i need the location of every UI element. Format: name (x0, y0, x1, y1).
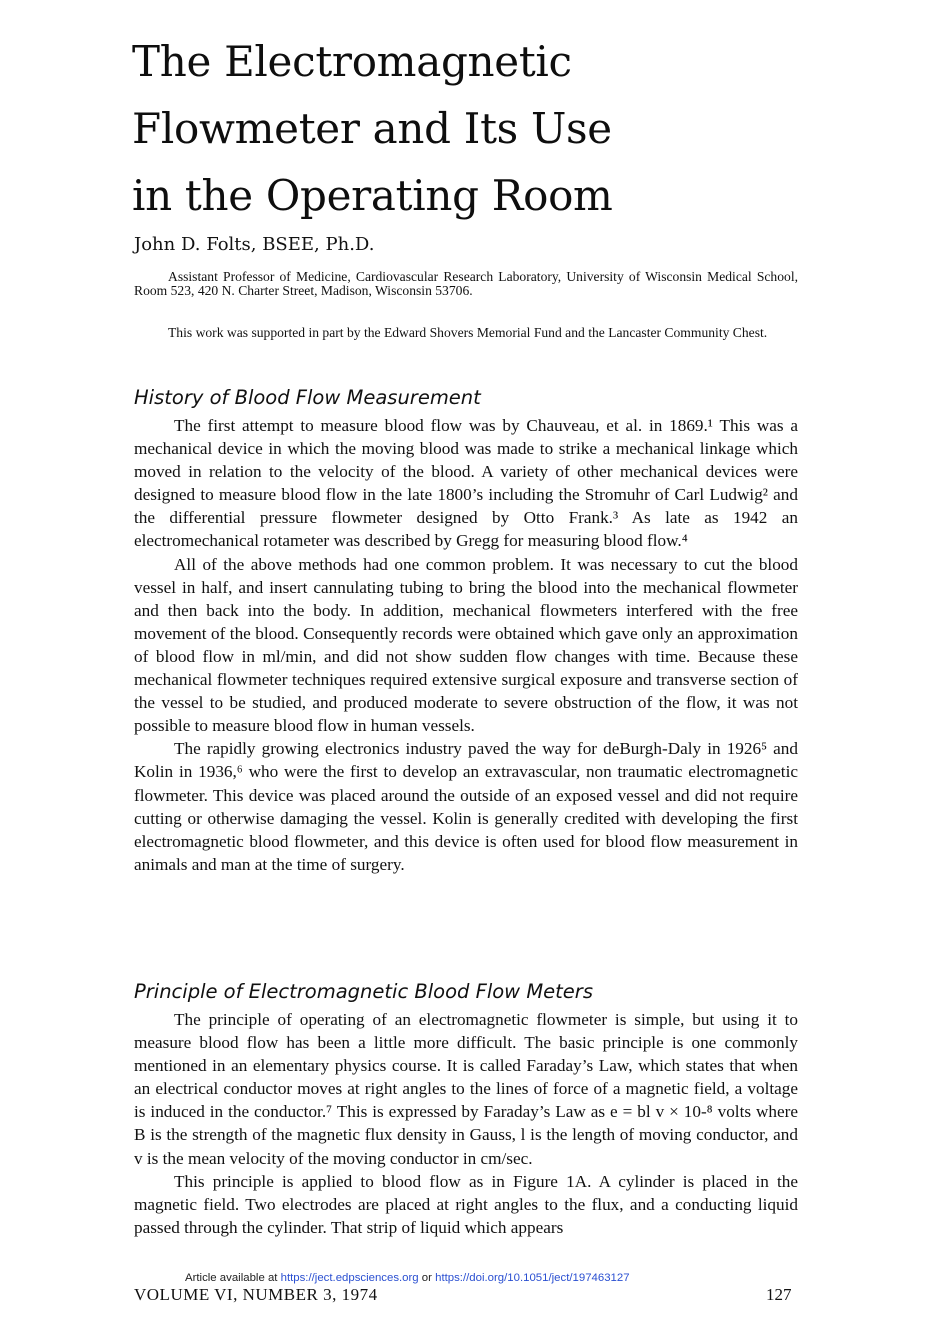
article-title (132, 28, 832, 229)
paragraph: This principle is applied to blood flow as in Figure 1A. A cylinder is placed in the magnetic field. Two electrodes are placed at right angles to the flux, and a conducting liquid passed through the cylinder. That strip of liquid which appears (134, 1171, 798, 1237)
page-number: 127 (766, 1285, 792, 1304)
availability-or: or (418, 1272, 436, 1284)
section-body-history (134, 414, 798, 876)
funding-note: This work was supported in part by the Edward Shovers Memorial Fund and the Lancaster Community Chest. (168, 325, 768, 340)
title-line-3: in the Operating Room (132, 171, 613, 220)
author-affiliation: Assistant Professor of Medicine, Cardiovascular Research Laboratory, University of Wisconsin Medical School, Room 523, 420 N. Charter Street, Madison, Wisconsin 53706. (134, 269, 798, 298)
paragraph: The principle of operating of an electromagnetic flowmeter is simple, but using it to measure blood flow has been a little more difficult. The basic principle is one commonly mentioned in an elementary physics course. It is called Faraday’s Law, which states that when an electrical conductor moves at right angles to the lines of force of a magnetic field, a voltage is induced in the conductor.⁷ This is expressed by Faraday’s Law as e = bl v × 10-⁸ volts where B is the strength of the magnetic flux density in Gauss, l is the length of moving conductor, and v is the mean velocity of the moving conductor in cm/sec. (134, 1010, 798, 1168)
title-line-2: Flowmeter and Its Use (132, 104, 612, 153)
paragraph: All of the above methods had one common problem. It was necessary to cut the blood vessel in half, and insert cannulating tubing to bring the blood into the mechanical flowmeter and then back into the body. In addition, mechanical flowmeters interfered with the free movement of the blood. Consequently records were obtained which gave only an approximation of blood flow in ml/min, and did not show sudden flow changes with time. Because these mechanical flowmeter techniques required extensive surgical exposure and transverse section of the vessel to be studied, and produced moderate to severe obstruction of the flow, it was not possible to measure blood flow in human vessels. (134, 554, 798, 736)
title-line-1: The Electromagnetic (132, 37, 572, 86)
paragraph: The first attempt to measure blood flow was by Chauveau, et al. in 1869.¹ This was a mechanical device in which the moving blood was made to strike a mechanical linkage which moved in relation to the velocity of the blood. A variety of other mechanical devices were designed to measure blood flow in the late 1800’s including the Stromuhr of Carl Ludwig² and the differential pressure flowmeter designed by Otto Frank.³ As late as 1942 an electromechanical rotameter was described by Gregg for measuring blood flow.⁴ (134, 416, 798, 551)
doi-link[interactable]: https://doi.org/10.1051/ject/197463127 (435, 1272, 630, 1284)
author-name: John D. Folts, BSEE, Ph.D. (134, 234, 375, 255)
section-body-principle (134, 1008, 798, 1239)
section-heading-history: History of Blood Flow Measurement (134, 386, 481, 409)
section-heading-principle: Principle of Electromagnetic Blood Flow Meters (134, 980, 593, 1003)
paragraph: The rapidly growing electronics industry paved the way for deBurgh-Daly in 1926⁵ and Kolin in 1936,⁶ who were the first to develop an extravascular, non traumatic electromagnetic flowmeter. This device was placed around the outside of an exposed vessel and did not require cutting or otherwise damaging the vessel. Kolin is generally credited with developing the first electromagnetic blood flowmeter, and this device is often used for blood flow measurement in animals and man at the time of surgery. (134, 739, 798, 874)
journal-site-link[interactable]: https://ject.edpsciences.org (280, 1272, 419, 1284)
availability-prefix: Article available at (185, 1272, 281, 1284)
volume-line: VOLUME VI, NUMBER 3, 1974 (134, 1285, 378, 1304)
availability-notice (185, 1272, 885, 1284)
